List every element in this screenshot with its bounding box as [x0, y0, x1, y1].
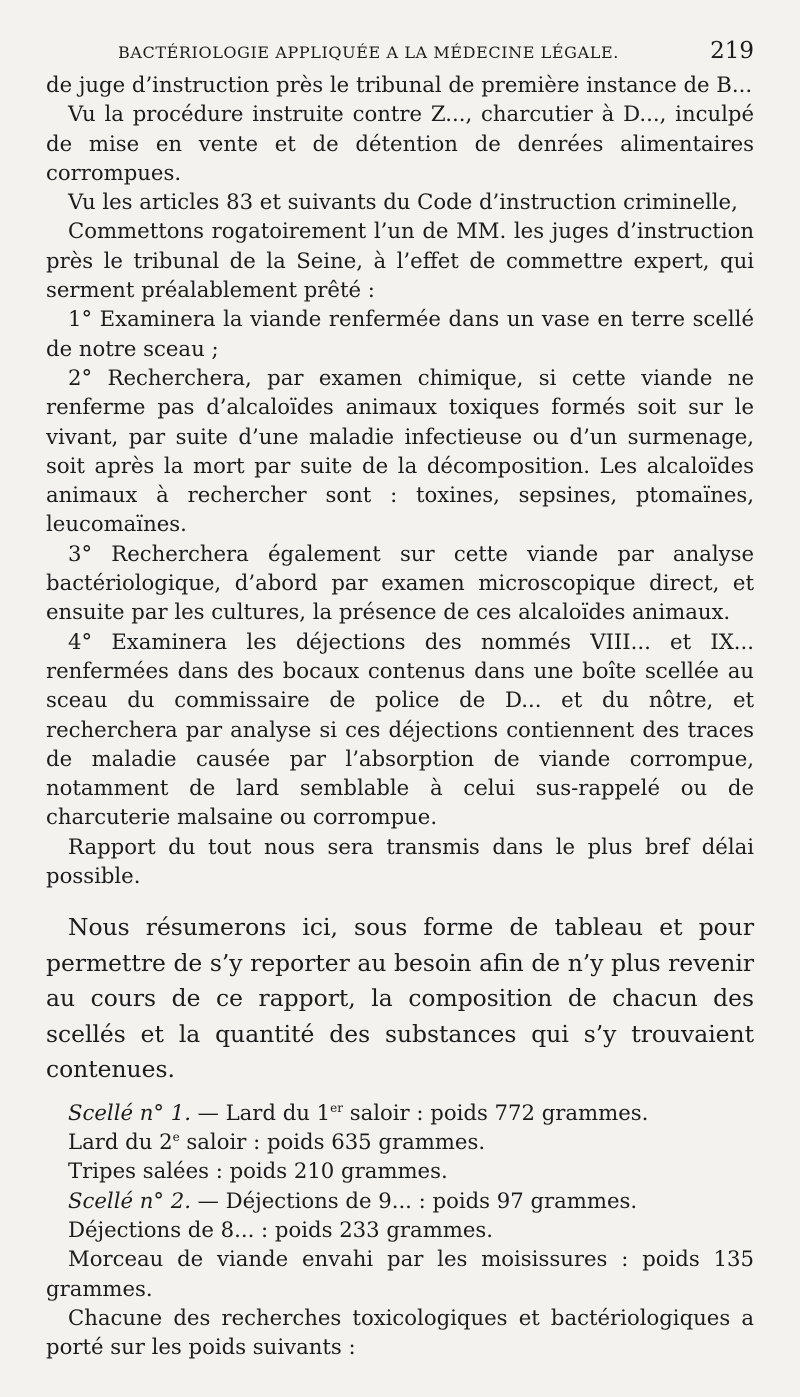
seal-1-line: Scellé n° 1. — Lard du 1er saloir : poids 772 grammes. [68, 1099, 649, 1125]
list-item: 1° Examinera la viande renfermée dans un vase en terre scellé de notre sceau ; [46, 306, 754, 361]
seal-2-line: Morceau de viande envahi par les moisissures : poids 135 grammes. [46, 1246, 754, 1301]
list-item: 3° Recherchera également sur cette viande par analyse bactériologique, d’abord par examen microscopique direct, et ensuite par les cultures, la présence de ces alcaloïdes animaux. [46, 540, 754, 625]
seals-list [46, 1098, 754, 1303]
seal-label: Scellé n° 1. [68, 1099, 191, 1125]
paragraph: de juge d’instruction près le tribunal de première instance de B... [46, 72, 753, 97]
list-item: 2° Recherchera, par examen chimique, si cette viande ne renferme pas d’alcaloïdes animaux toxiques formés soit sur le vivant, par suite d’une maladie infectieuse ou d’un surmenage, soit après la mort par suite de la décomposition. Les alcaloïdes animaux à rechercher sont : toxines, sepsines, ptomaïnes, leucomaïnes. [46, 364, 754, 537]
paragraph: Rapport du tout nous sera transmis dans le plus bref délai possible. [46, 833, 754, 889]
seal-label: Scellé n° 2. [68, 1187, 191, 1213]
paragraph: Commettons rogatoirement l’un de MM. les juges d’instruction près le tribunal de la Seine, à l’effet de commettre expert, qui serment préalablement prêté : [46, 218, 754, 303]
seal-2-line: Scellé n° 2. — Déjections de 9... : poids 97 grammes. [68, 1187, 638, 1213]
seal-1-line: Lard du 2e saloir : poids 635 grammes. [68, 1129, 486, 1155]
list-item: 4° Examinera les déjections des nommés VIII... et IX... renfermées dans des bocaux contenus dans une boîte scellée au sceau du commissaire de police de D... et du nôtre, et recherchera par analyse si ces déjections contiennent des traces de maladie causée par l’absorption de viande corrompue, notamment de lard semblable à celui sus-rappelé ou de charcuterie malsaine ou corrompue. [46, 628, 754, 830]
paragraph: Vu la procédure instruite contre Z..., charcutier à D..., inculpé de mise en vente et de détention de denrées alimentaires corrompues. [46, 101, 754, 185]
closing-paragraph: Chacune des recherches toxicologiques et bactériologiques a porté sur les poids suivants : [46, 1304, 754, 1360]
seal-1-line: Tripes salées : poids 210 grammes. [68, 1158, 448, 1184]
seal-2-line: Déjections de 8... : poids 233 grammes. [68, 1217, 494, 1242]
running-title: BACTÉRIOLOGIE APPLIQUÉE A LA MÉDECINE LÉGALE. [118, 43, 619, 62]
paragraph: Vu les articles 83 et suivants du Code d’instruction criminelle, [68, 189, 738, 215]
running-header [118, 38, 754, 64]
page-number: 219 [710, 38, 754, 64]
summary-paragraph: Nous résumerons ici, sous forme de tableau et pour permettre de s’y reporter au besoin afin de n’y plus revenir au cours de ce rapport, la composition de chacun des scellés et la quantité des substances qui s’y trouvaient contenues. [46, 913, 754, 1084]
